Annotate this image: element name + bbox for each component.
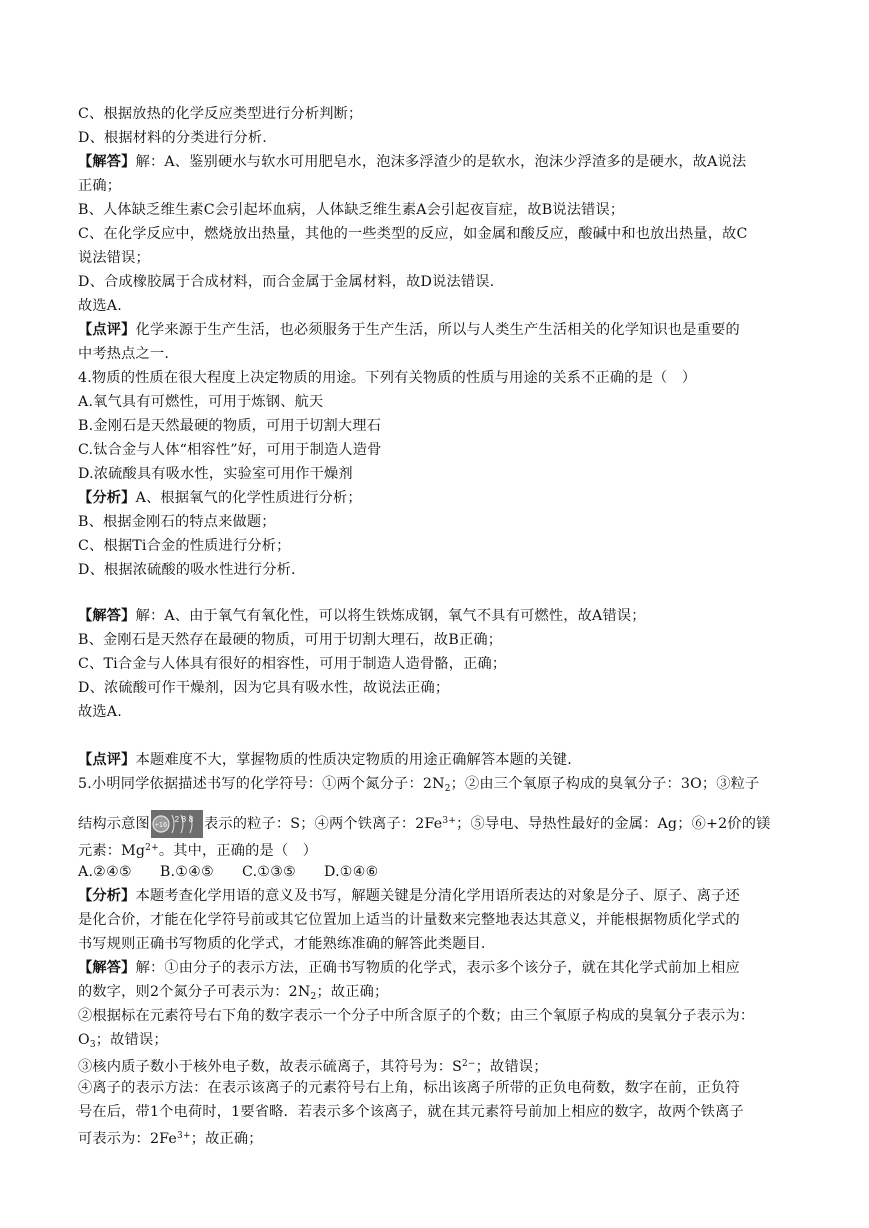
q5-option-a: A.②④⑤ [78, 864, 132, 880]
q5-option-b: B.①④⑤ [159, 864, 215, 880]
q4-analysis-a: 【分析】A、根据氧气的化学性质进行分析； [78, 490, 362, 506]
q4-option-b: B.金刚石是天然最硬的物质，可用于切割大理石 [78, 418, 382, 434]
q4-comment: 【点评】本题难度不大，掌握物质的性质决定物质的用途正确解答本题的关键. [78, 752, 572, 768]
q3-answer-c-line1: C、在化学反应中，燃烧放出热量，其他的一些类型的反应，如金属和酸反应，酸碱中和也放出热量，故C [78, 226, 748, 242]
q3-comment-line2: 中考热点之一. [78, 346, 170, 362]
q3-answer-d: D、合成橡胶属于合成材料，而合金属于金属材料，故D说法错误. [78, 274, 495, 290]
q3-answer-b: B、人体缺乏维生素C会引起坏血病，人体缺乏维生素A会引起夜盲症，故B说法错误； [78, 202, 625, 218]
q4-option-a: A.氧气具有可燃性，可用于炼钢、航天 [78, 394, 324, 410]
answer-tag: 【解答】 [78, 154, 136, 170]
q5-option-d: D.①④⑥ [324, 864, 379, 880]
q4-analysis-c: C、根据Ti合金的性质进行分析； [78, 538, 291, 554]
q5-stem-line2: 结构示意图 +16 2 8 8 表示的粒子：S；④两个铁离子：$2Fe^{3+}$；⑤导电、导热性最好的金属：Ag；⑥+2价的镁 [78, 806, 798, 839]
shell-electrons: 2 8 8 [174, 815, 194, 824]
q5-answer-line3: ②根据标在元素符号右下角的数字表示一个分子中所含原子的个数；由三个氧原子构成的臭氧分子表示为： [78, 1008, 755, 1024]
q5-option-c: C.①③⑤ [242, 864, 297, 880]
q3-answer-a-line1: 【解答】解：A、鉴别硬水与软水可用肥皂水，泡沫多浮渣少的是软水，泡沫少浮渣多的是硬水，故A说法 [78, 154, 747, 170]
q5-analysis-line3: 书写规则正确书写物质的化学式，才能熟练准确的解答此类题目. [78, 936, 486, 952]
q4-answer-a: 【解答】解：A、由于氧气有氧化性，可以将生铁炼成钢，氧气不具有可燃性，故A错误； [78, 608, 646, 624]
q4-analysis-b: B、根据金刚石的特点来做题； [78, 514, 276, 530]
q5-options [78, 862, 798, 882]
q5-answer-line7: 号在后，带1个电荷时，1要省略．若表示多个该离子，就在其元素符号前加上相应的数字，故两个铁离子 [78, 1104, 744, 1120]
q3-answer-a-line2: 正确； [78, 178, 122, 194]
q4-choose: 故选A. [78, 704, 122, 720]
q5-answer-line4: $O_3$；故错误； [78, 1032, 168, 1050]
q4-option-c: C.钛合金与人体“相容性”好，可用于制造人造骨 [78, 442, 382, 458]
nucleus-label: +16 [154, 822, 168, 829]
q3-comment-line1: 【点评】化学来源于生产生活，也必须服务于生产生活，所以与人类生产生活相关的化学知识也是重要的 [78, 322, 740, 338]
q3-analysis-d: D、根据材料的分类进行分析. [78, 130, 267, 146]
q5-answer-line5: ③核内质子数小于核外电子数，故表示硫离子，其符号为：$S^{2-}$；故错误； [78, 1059, 548, 1075]
atom-structure-diagram-icon [151, 810, 203, 838]
comment-tag: 【点评】 [78, 752, 136, 768]
q4-option-d: D.浓硫酸具有吸水性，实验室可用作干燥剂 [78, 466, 353, 482]
q5-stem-line1: 5.小明同学依据描述书写的化学符号：①两个氮分子：$2N_2$；②由三个氧原子构成的臭氧分子：3O；③粒子 [78, 776, 760, 794]
q4-stem: 4.物质的性质在很大程度上决定物质的用途。下列有关物质的性质与用途的关系不正确的是（ ） [78, 370, 697, 386]
q4-answer-b: B、金刚石是天然存在最硬的物质，可用于切割大理石，故B正确； [78, 632, 503, 648]
q4-answer-c: C、Ti合金与人体具有很好的相容性，可用于制造人造骨骼，正确； [78, 656, 507, 672]
q3-choose: 故选A. [78, 298, 122, 314]
q3-answer-c-line2: 说法错误； [78, 250, 150, 266]
q5-answer-line6: ④离子的表示方法：在表示该离子的元素符号右上角，标出该离子所带的正负电荷数，数字在前，正负符 [78, 1080, 740, 1096]
q5-answer-line2: 的数字，则2个氮分子可表示为：$2N_2$；故正确； [78, 984, 389, 1002]
q3-analysis-c: C、根据放热的化学反应类型进行分析判断； [78, 106, 363, 122]
analysis-tag: 【分析】 [78, 888, 136, 904]
comment-tag: 【点评】 [78, 322, 136, 338]
q5-answer-line1: 【解答】解：①由分子的表示方法，正确书写物质的化学式，表示多个该分子，就在其化学式前加上相应 [78, 960, 740, 976]
analysis-tag: 【分析】 [78, 490, 136, 506]
q5-stem-line3: 元素：$Mg^{2+}$。其中，正确的是（ ） [78, 843, 318, 859]
answer-tag: 【解答】 [78, 608, 136, 624]
q4-answer-d: D、浓硫酸可作干燥剂，因为它具有吸水性，故说法正确； [78, 680, 450, 696]
q5-answer-line8: 可表示为：$2Fe^{3+}$；故正确； [78, 1131, 263, 1147]
q5-analysis-line2: 是化合价，才能在化学符号前或其它位置加上适当的计量数来完整地表达其意义，并能根据物质化学式的 [78, 912, 740, 928]
q4-analysis-d: D、根据浓硫酸的吸水性进行分析. [78, 562, 296, 578]
q5-analysis-line1: 【分析】本题考查化学用语的意义及书写，解题关键是分清化学用语所表达的对象是分子、原子、离子还 [78, 888, 740, 904]
answer-tag: 【解答】 [78, 960, 136, 976]
